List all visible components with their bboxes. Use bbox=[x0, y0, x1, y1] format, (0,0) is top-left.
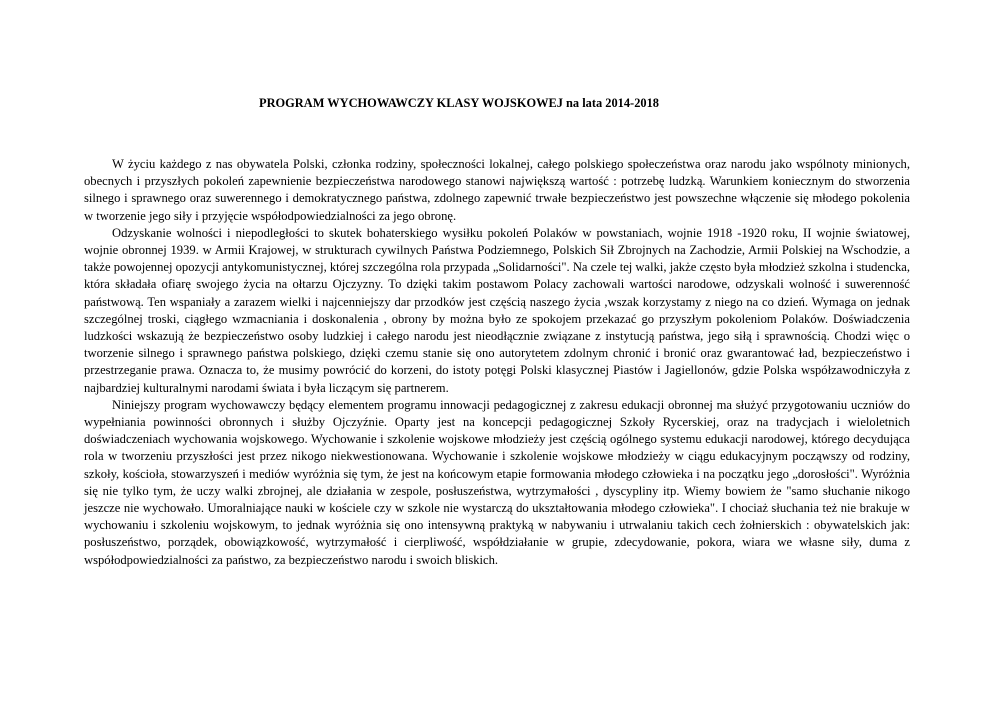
document-body bbox=[84, 156, 910, 569]
paragraph-2: Odzyskanie wolności i niepodległości to skutek bohaterskiego wysiłku pokoleń Polaków w powstaniach, wojnie 1918 -1920 roku, II wojnie światowej, wojnie obronnej 1939. w Armii Krajowej, w strukturach cywilnych Państwa Podziemnego, Polskich Sił Zbrojnych na Zachodzie, Armii Polskiej na Wschodzie, a także powojennej opozycji antykomunistycznej, której szczególna rola przypada „Solidarności". Na czele tej walki, jakże często była młodzież szkolna i studencka, która składała ofiarę swojego życia na ołtarzu Ojczyzny. To dzięki takim postawom Polacy zachowali wartości narodowe, odzyskali wolność i suwerenność państwową. Ten wspaniały a zarazem wielki i najcenniejszy dar przodków jest częścią naszego życia ,wszak korzystamy z niego na co dzień. Wymaga on jednak szczególnej troski, ciągłego wzmacniania i doskonalenia , obrony by można było ze spokojem przekazać go przyszłym pokoleniom Polaków. Doświadczenia ludzkości wskazują że bezpieczeństwo osoby ludzkiej i całego narodu jest nieodłącznie związane z instytucją państwa, jego siłą i sprawnością. Chodzi więc o tworzenie silnego i sprawnego państwa polskiego, dzięki czemu stanie się ono autorytetem zdolnym chronić i bronić oraz gwarantować ład, bezpieczeństwo i przestrzeganie prawa. Oznacza to, że musimy powrócić do korzeni, do istoty potęgi Polski klasycznej Piastów i Jagiellonów, gdzie Polska współzawodniczyła z najbardziej kulturalnymi narodami świata i była liczącym się partnerem. bbox=[84, 225, 910, 395]
paragraph-3: Niniejszy program wychowawczy będący elementem programu innowacji pedagogicznej z zakresu edukacji obronnej ma służyć przygotowaniu uczniów do wypełniania powinności obronnych i służby Ojczyźnie. Oparty jest na koncepcji pedagogicznej Szkoły Rycerskiej, oraz na tradycjach i wieloletnich doświadczeniach wychowania wojskowego. Wychowanie i szkolenie wojskowe młodzieży jest częścią ogólnego systemu edukacji narodowej, którego decydująca rola w tworzeniu przyszłości jest przez nikogo niekwestionowana. Wychowanie i szkolenie wojskowe młodzieży w ciągu edukacyjnym począwszy od rodziny, szkoły, kościoła, stowarzyszeń i mediów wyróżnia się tym, że jest na końcowym etapie formowania młodego człowieka i na początku jego „dorosłości". Wyróżnia się nie tylko tym, że uczy walki zbrojnej, ale działania w zespole, posłuszeństwa, wytrzymałości , dyscypliny itp. Wiemy bowiem że "samo słuchanie nikogo jeszcze nie wychowało. Umoralniające nauki w kościele czy w szkole nie wystarczą do ukształtowania młodego człowieka". I chociaż słuchania też nie brakuje w wychowaniu i szkoleniu wojskowym, to jednak wyróżnia się ono intensywną praktyką w nabywaniu i utrwalaniu takich cech żołnierskich : obywatelskich jak: posłuszeństwo, porządek, obowiązkowość, wytrzymałość i cierpliwość, współdziałanie w grupie, zdecydowanie, pokora, wiara we własne siły, duma z współodpowiedzialności za państwo, za bezpieczeństwo narodu i swoich bliskich. bbox=[84, 397, 910, 567]
paragraph-1: W życiu każdego z nas obywatela Polski, członka rodziny, społeczności lokalnej, całego polskiego społeczeństwa oraz narodu jako wspólnoty minionych, obecnych i przyszłych pokoleń zapewnienie bezpieczeństwa narodowego stanowi największą wartość : potrzebę ludzką. Warunkiem koniecznym do stworzenia silnego i sprawnego oraz suwerennego i demokratycznego państwa, zdolnego zapewnić trwałe bezpieczeństwo jest powszechne włączenie się młodego pokolenia w tworzenie jego siły i przyjęcie współodpowiedzialności za jego obronę. bbox=[84, 157, 910, 223]
document-title: PROGRAM WYCHOWAWCZY KLASY WOJSKOWEJ na lata 2014-2018 bbox=[259, 96, 659, 110]
